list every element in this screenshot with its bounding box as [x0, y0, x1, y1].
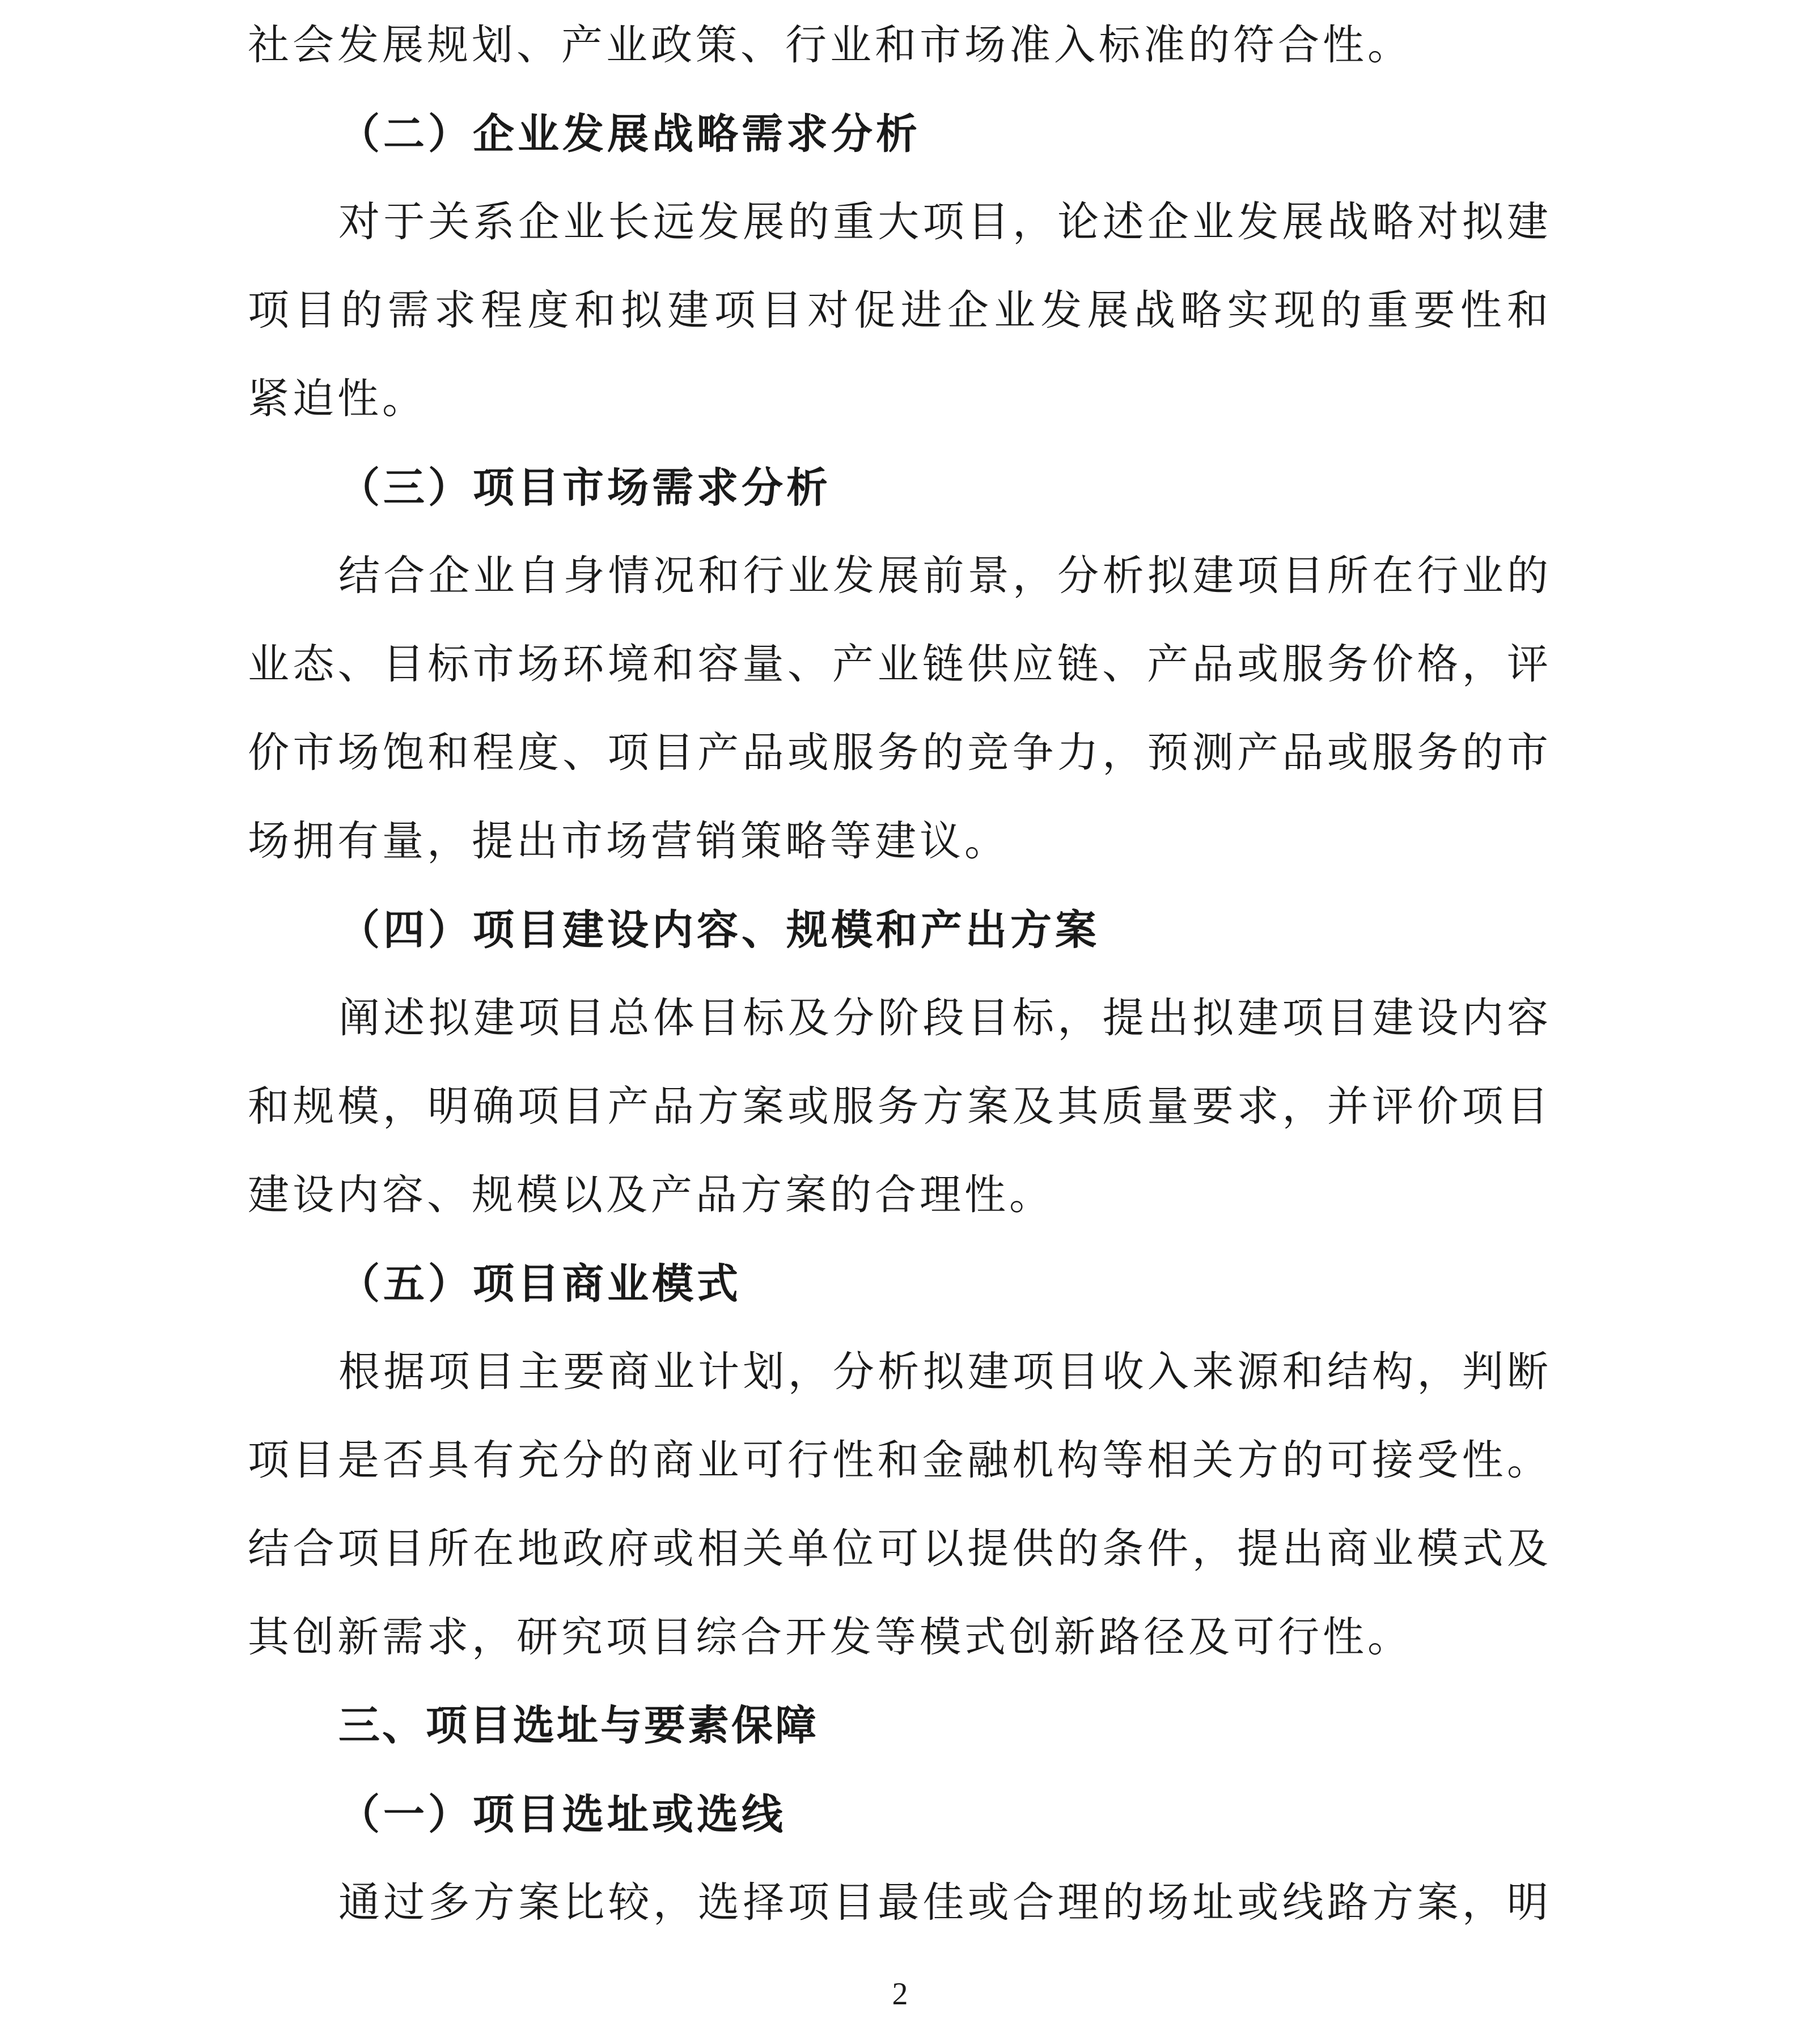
paragraph-line: 结合项目所在地政府或相关单位可以提供的条件，提出商业模式及 — [248, 1525, 1552, 1573]
section-heading: （三）项目市场需求分析 — [338, 463, 831, 512]
paragraph-line: 价市场饱和程度、项目产品或服务的竞争力，预测产品或服务的市 — [248, 729, 1552, 777]
section-heading: （一）项目选址或选线 — [338, 1790, 786, 1839]
chapter-heading: 三、项目选址与要素保障 — [338, 1702, 819, 1750]
paragraph-line: 阐述拟建项目总体目标及分阶段目标，提出拟建项目建设内容 — [338, 994, 1552, 1042]
paragraph-line: 项目的需求程度和拟建项目对促进企业发展战略实现的重要性和 — [248, 286, 1552, 335]
paragraph-line: 紧迫性。 — [248, 375, 427, 423]
paragraph-line: 场拥有量，提出市场营销策略等建议。 — [248, 817, 1009, 865]
page-number: 2 — [892, 1977, 908, 2012]
paragraph-line: 业态、目标市场环境和容量、产业链供应链、产品或服务价格，评 — [248, 640, 1552, 688]
paragraph-line: 其创新需求，研究项目综合开发等模式创新路径及可行性。 — [248, 1613, 1412, 1661]
paragraph-line: 通过多方案比较，选择项目最佳或合理的场址或线路方案，明 — [338, 1878, 1552, 1927]
paragraph-line: 对于关系企业长远发展的重大项目，论述企业发展战略对拟建 — [338, 198, 1552, 246]
section-heading: （四）项目建设内容、规模和产出方案 — [338, 905, 1100, 954]
paragraph-line: 社会发展规划、产业政策、行业和市场准入标准的符合性。 — [248, 21, 1412, 69]
section-heading: （二）企业发展战略需求分析 — [338, 109, 921, 158]
paragraph-line: 项目是否具有充分的商业可行性和金融机构等相关方的可接受性。 — [248, 1436, 1552, 1484]
paragraph-line: 结合企业自身情况和行业发展前景，分析拟建项目所在行业的 — [338, 552, 1552, 600]
paragraph-line: 建设内容、规模以及产品方案的合理性。 — [248, 1171, 1054, 1219]
section-heading: （五）项目商业模式 — [338, 1259, 742, 1308]
paragraph-line: 根据项目主要商业计划，分析拟建项目收入来源和结构，判断 — [338, 1348, 1552, 1396]
paragraph-line: 和规模，明确项目产品方案或服务方案及其质量要求，并评价项目 — [248, 1082, 1552, 1131]
